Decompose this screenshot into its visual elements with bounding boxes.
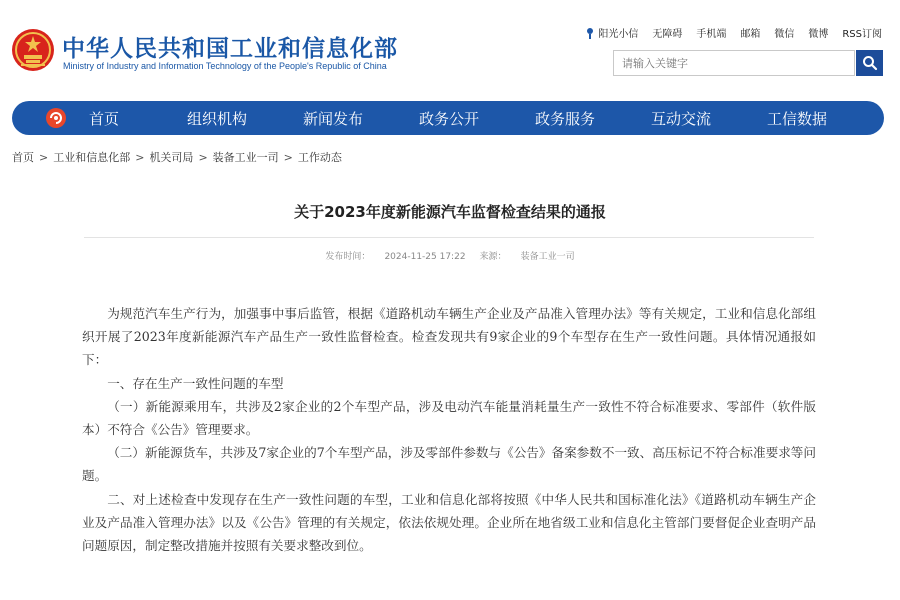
nav-organization[interactable]: 组织机构 bbox=[187, 109, 248, 128]
article-paragraph: 二、对上述检查中发现存在生产一致性问题的车型，工业和信息化部将按照《中华人民共和国标准化法》《道路机动车辆生产企业及产品准入管理办法》以及《公告》管理的有关规定，依法依规处理。企业所在地省级工业和信息化主管部门要督促企业查明产品问题原因，制定整改措施并按照有关要求整改到位。 bbox=[82, 491, 816, 554]
breadcrumb-equipment-dept[interactable]: 装备工业一司 bbox=[212, 151, 279, 164]
search-button[interactable] bbox=[856, 50, 883, 76]
top-link-rss[interactable]: RSS订阅 bbox=[842, 29, 882, 40]
nav-news[interactable]: 新闻发布 bbox=[303, 109, 364, 128]
top-link-mobile[interactable]: 手机端 bbox=[696, 29, 727, 40]
site-title[interactable]: 中华人民共和国工业和信息化部 bbox=[62, 36, 398, 62]
source bbox=[480, 252, 575, 262]
article-paragraph: 一、存在生产一致性问题的车型 bbox=[107, 375, 284, 391]
breadcrumb-separator: > bbox=[39, 151, 49, 164]
top-link-weibo[interactable]: 微博 bbox=[808, 29, 829, 40]
breadcrumb-home[interactable]: 首页 bbox=[12, 151, 34, 164]
top-link-label: 阳光小信 bbox=[598, 29, 639, 40]
site-subtitle: Ministry of Industry and Information Technology of the People's Republic of China bbox=[63, 61, 387, 71]
publish-time bbox=[325, 252, 465, 262]
nav-government-services[interactable]: 政务服务 bbox=[535, 109, 596, 128]
breadcrumb-miit[interactable]: 工业和信息化部 bbox=[53, 151, 131, 164]
breadcrumb-departments[interactable]: 机关司局 bbox=[149, 151, 194, 164]
source-label: 来源： bbox=[479, 252, 507, 262]
nav-government-affairs[interactable]: 政务公开 bbox=[419, 109, 480, 128]
breadcrumb-work-news[interactable]: 工作动态 bbox=[297, 151, 342, 164]
breadcrumb bbox=[12, 149, 342, 165]
article-title: 关于2023年度新能源汽车监督检查结果的通报 bbox=[294, 203, 606, 221]
title-divider bbox=[84, 237, 814, 238]
main-nav bbox=[12, 101, 884, 135]
nav-data[interactable]: 工信数据 bbox=[767, 109, 828, 128]
article-meta bbox=[0, 249, 900, 262]
nav-interaction[interactable]: 互动交流 bbox=[651, 109, 712, 128]
top-link-mail[interactable]: 邮箱 bbox=[740, 29, 761, 40]
national-emblem-logo bbox=[11, 28, 55, 72]
sun-icon bbox=[585, 27, 595, 39]
source-value: 装备工业一司 bbox=[520, 252, 575, 262]
publish-time-value: 2024-11-25 17:22 bbox=[384, 252, 466, 262]
search-input[interactable] bbox=[613, 50, 855, 76]
breadcrumb-separator: > bbox=[135, 151, 145, 164]
article-paragraph: （二）新能源货车，共涉及7家企业的7个车型产品，涉及零部件参数与《公告》备案参数不一致、高压标记不符合标准要求等问题。 bbox=[82, 445, 816, 484]
breadcrumb-separator: > bbox=[283, 151, 293, 164]
search-icon bbox=[862, 55, 878, 71]
breadcrumb-separator: > bbox=[198, 151, 208, 164]
top-link-wechat[interactable]: 微信 bbox=[774, 29, 795, 40]
article-paragraph: 为规范汽车生产行为，加强事中事后监管，根据《道路机动车辆生产企业及产品准入管理办法》等有关规定，工业和信息化部组织开展了2023年度新能源汽车产品生产一致性监督检查。检查发现共有9家企业的9个车型存在生产一致性问题。具体情况通报如下： bbox=[82, 306, 816, 368]
top-link-sunshine[interactable] bbox=[585, 25, 638, 40]
article-paragraph: （一）新能源乘用车，共涉及2家企业的2个车型产品，涉及电动汽车能量消耗量生产一致性不符合标准要求、零部件（软件版本）不符合《公告》管理要求。 bbox=[82, 398, 816, 438]
nav-home[interactable]: 首页 bbox=[89, 109, 120, 128]
top-link-accessibility[interactable]: 无障碍 bbox=[652, 29, 683, 40]
top-links bbox=[585, 25, 882, 40]
publish-label: 发布时间： bbox=[325, 252, 371, 262]
nav-logo-icon[interactable] bbox=[45, 107, 67, 129]
article-body bbox=[82, 302, 816, 557]
